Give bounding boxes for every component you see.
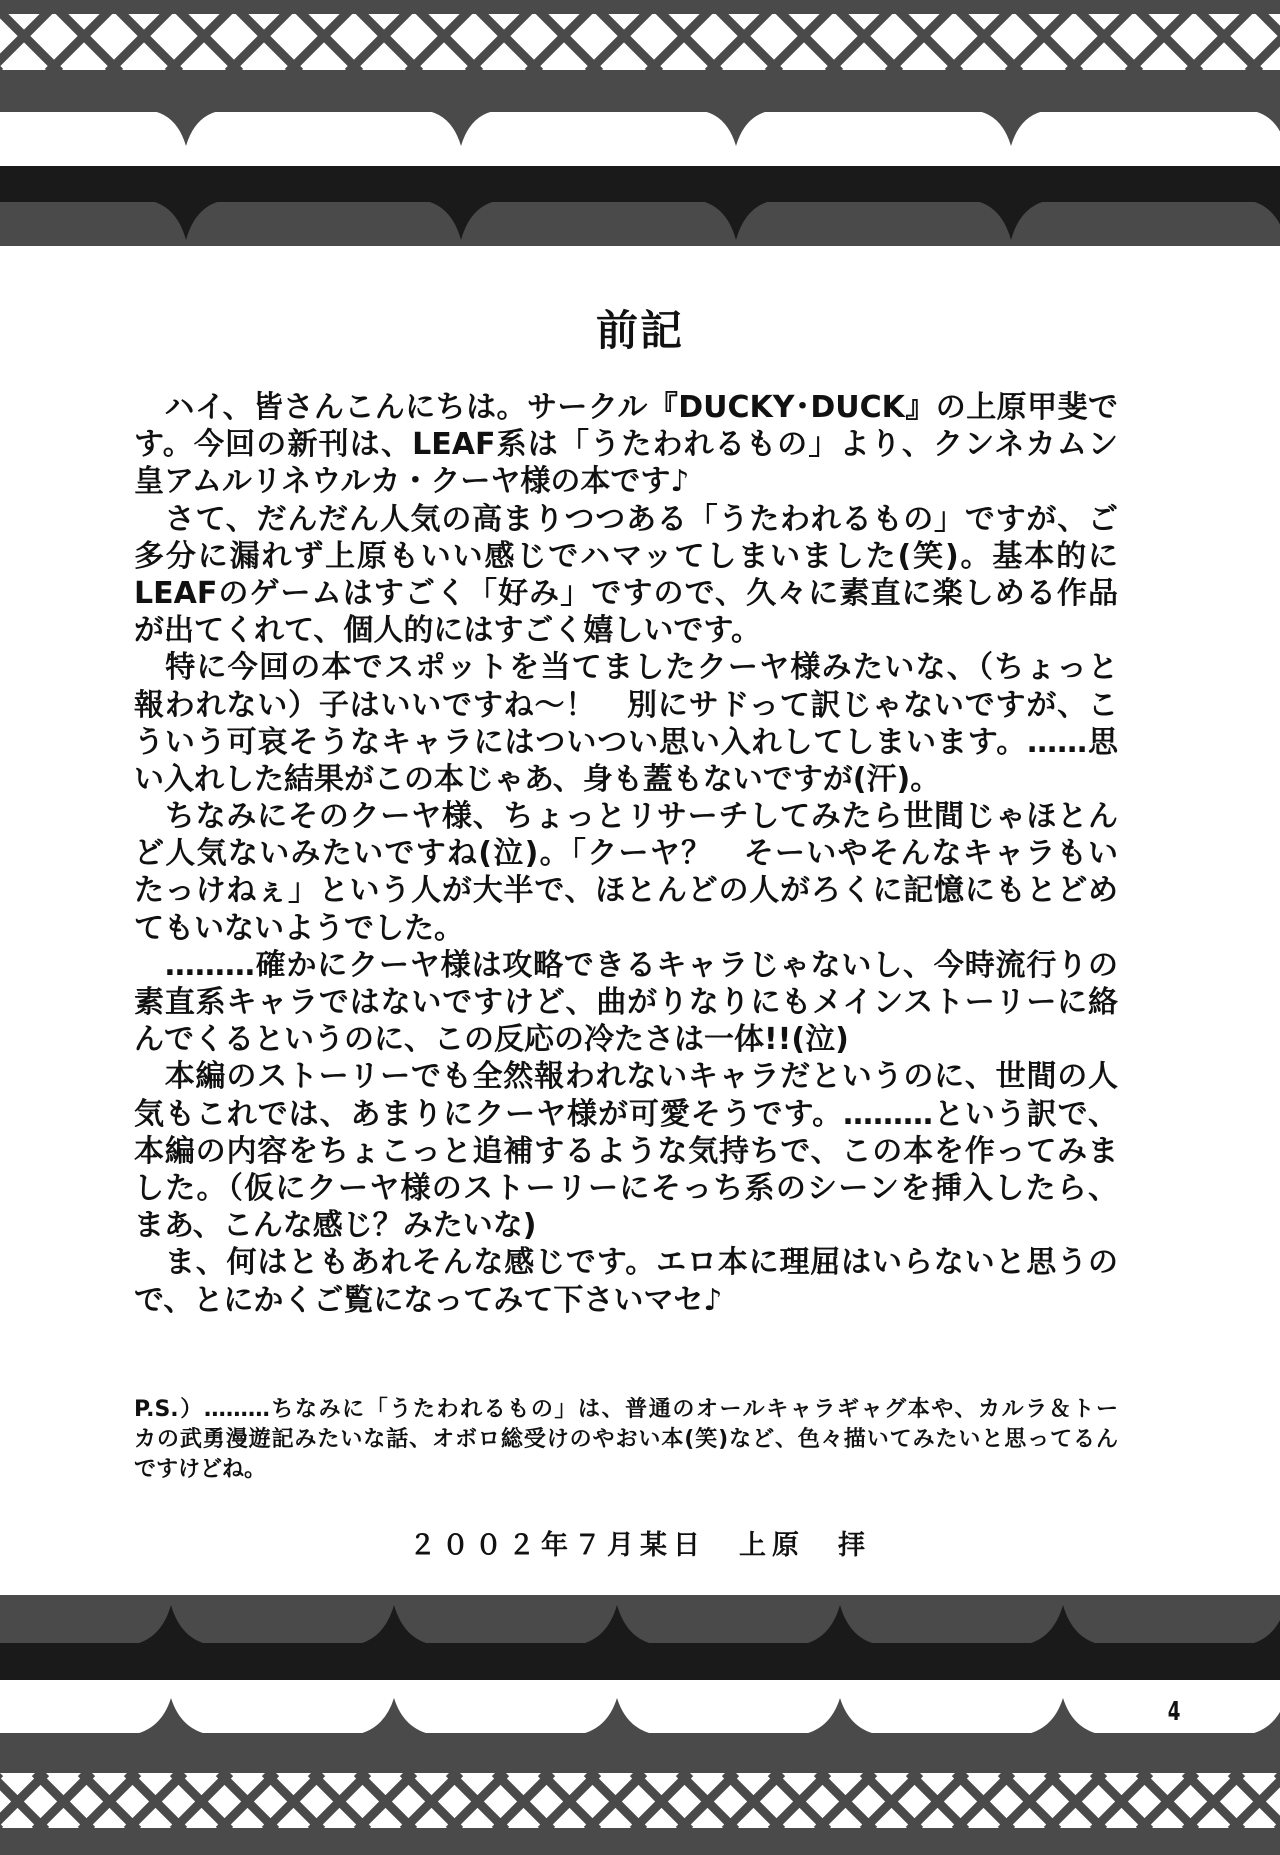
text-line: で、とにかくご覧になってみて下さいマセ♪ xyxy=(134,1282,723,1318)
page-number: 4 xyxy=(1167,1697,1181,1727)
text-line: 報われない）子はいいですね～！ 別にサドって訳じゃないですが、こ xyxy=(134,687,1118,723)
paragraph xyxy=(134,947,1118,1059)
text-line: てもいないようでした。 xyxy=(134,910,464,946)
paragraph xyxy=(134,798,1118,947)
text-line: 特に今回の本でスポットを当てましたクーヤ様みたいな、（ちょっと xyxy=(134,650,1118,686)
text-line: まあ、こんな感じ？みたいな) xyxy=(134,1208,537,1244)
text-line: んでくるというのに、この反応の冷たさは一体!!(泣) xyxy=(134,1022,849,1058)
text-line: ハイ、皆さんこんにちは。サークル『DUCKY･DUCK』の上原甲斐で xyxy=(134,390,1118,425)
postscript-line: ですけどね。 xyxy=(134,1457,267,1482)
paragraph xyxy=(134,1058,1118,1244)
text-line: が出てくれて、個人的にはすごく嬉しいです。 xyxy=(134,613,761,649)
paragraph xyxy=(134,389,1118,501)
text-line: 多分に漏れず上原もいい感じでハマッてしまいました(笑)。基本的に xyxy=(134,538,1118,574)
foreword-body xyxy=(134,389,1118,1319)
text-line: した。（仮にクーヤ様のストーリーにそっち系のシーンを挿入したら、 xyxy=(134,1170,1118,1206)
page-title: 前記 xyxy=(595,306,684,355)
text-line: ま、何はともあれそんな感じです。エロ本に理屈はいらないと思うの xyxy=(134,1245,1118,1281)
text-line: さて、だんだん人気の高まりつつある「うたわれるもの」ですが、ご xyxy=(134,501,1118,537)
postscript-line: P.S.）………ちなみに「うたわれるもの」は、普通のオールキャラギャグ本や、カルラ＆トー xyxy=(134,1397,1118,1422)
paragraph xyxy=(134,1244,1118,1318)
decorative-border-top xyxy=(0,0,1280,250)
postscript-line: カの武勇漫遊記みたいな話、オボロ総受けのやおい本(笑)など、色々描いてみたいと思ってるん xyxy=(134,1427,1118,1452)
text-line: 素直系キャラではないですけど、曲がりなりにもメインストーリーに絡 xyxy=(134,985,1118,1020)
text-line: 本編のストーリーでも全然報われないキャラだというのに、世間の人 xyxy=(134,1059,1118,1095)
text-line: ど人気ないみたいですね(泣)。「クーヤ？ そーいやそんなキャラもい xyxy=(134,836,1118,872)
text-line: たっけねぇ」という人が大半で、ほとんどの人がろくに記憶にもとどめ xyxy=(134,873,1118,909)
postscript xyxy=(134,1395,1118,1485)
paragraph xyxy=(134,501,1118,650)
text-line: LEAFのゲームはすごく「好み」ですので、久々に素直に楽しめる作品 xyxy=(134,575,1118,611)
signature-date: ２００２年７月某日 上原 拝 xyxy=(409,1530,871,1561)
paragraph xyxy=(134,649,1118,798)
text-line: 本編の内容をちょこっと追補するような気持ちで、この本を作ってみま xyxy=(134,1133,1118,1169)
text-line: ………確かにクーヤ様は攻略できるキャラじゃないし、今時流行りの xyxy=(134,947,1118,983)
text-line: ちなみにそのクーヤ様、ちょっとリサーチしてみたら世間じゃほとん xyxy=(134,799,1118,835)
decorative-border-bottom xyxy=(0,1590,1280,1855)
text-line: 気もこれでは、あまりにクーヤ様が可愛そうです。………という訳で、 xyxy=(134,1096,1118,1132)
text-line: 皇アムルリネウルカ・クーヤ様の本です♪ xyxy=(134,464,690,500)
text-line: す。今回の新刊は、LEAF系は「うたわれるもの」より、クンネカムン xyxy=(134,427,1118,463)
text-line: い入れした結果がこの本じゃあ、身も蓋もないですが(汗)。 xyxy=(134,761,941,797)
text-line: ういう可哀そうなキャラにはついつい思い入れしてしまいます。……思 xyxy=(134,724,1118,760)
